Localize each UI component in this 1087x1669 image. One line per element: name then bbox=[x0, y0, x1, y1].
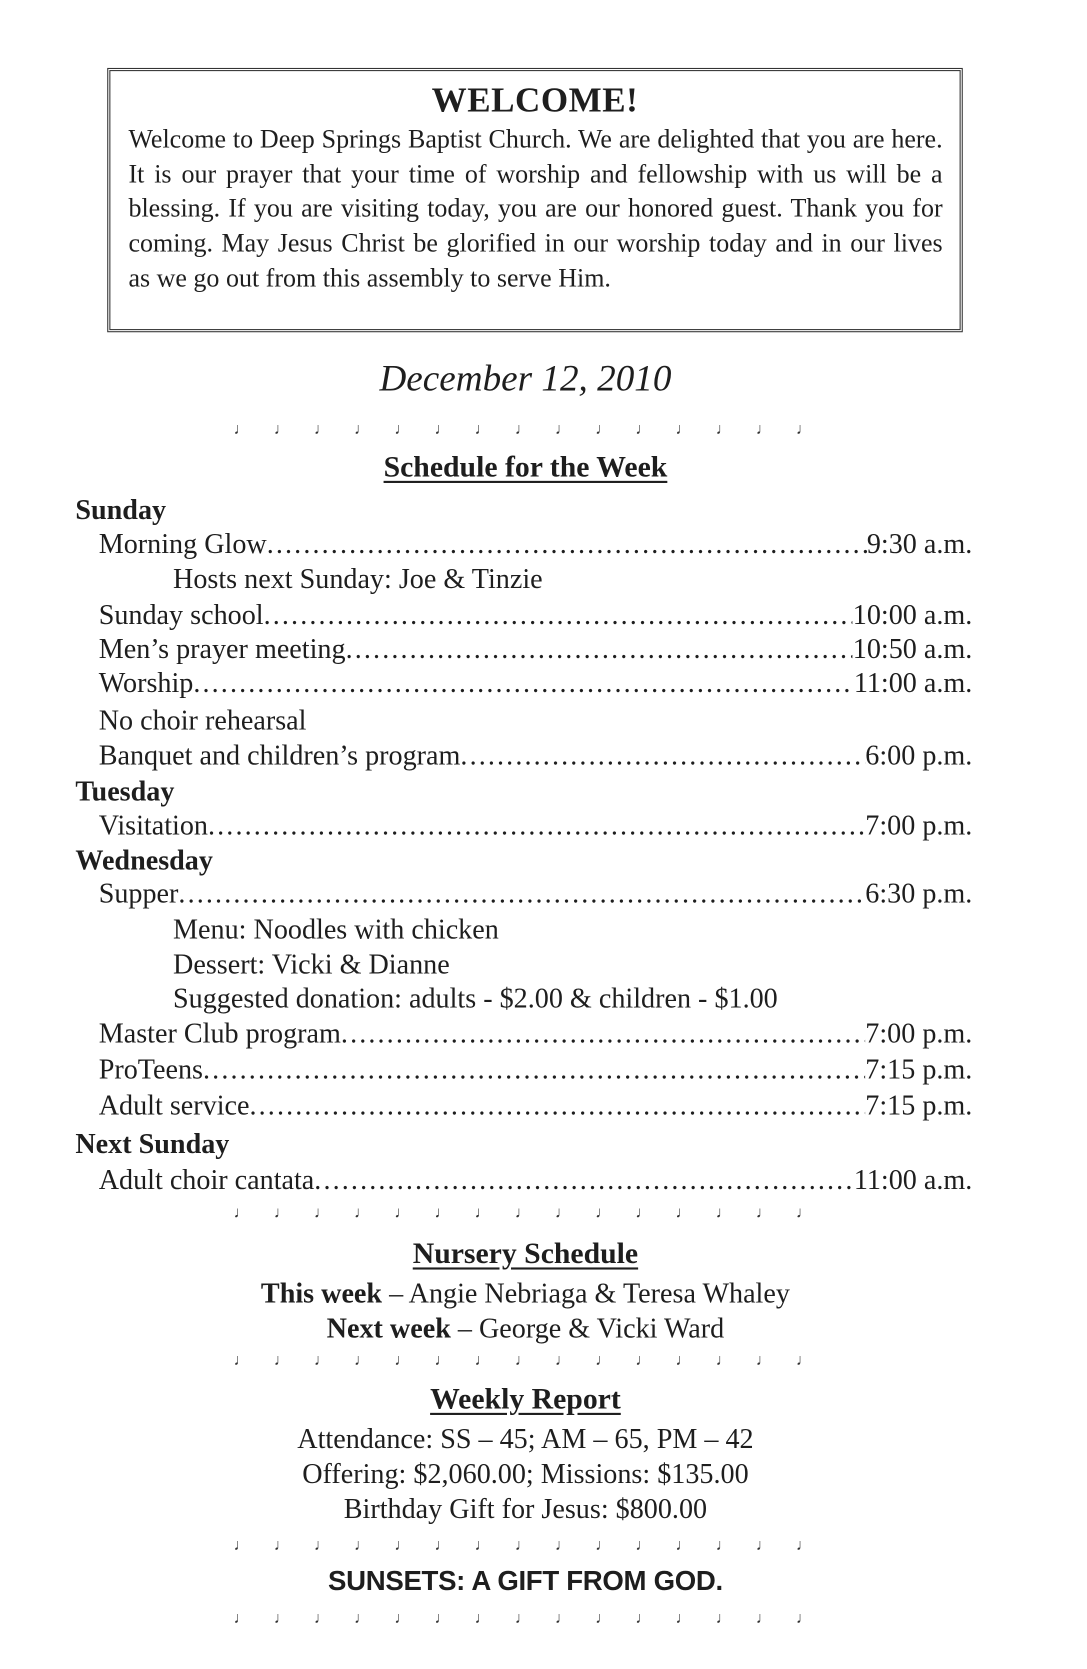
dot-leader bbox=[208, 808, 865, 842]
next-week-names: – George & Vicki Ward bbox=[450, 1312, 725, 1344]
quarter-note-icon: ♩ bbox=[675, 421, 692, 439]
schedule-note: Menu: Noodles with chicken bbox=[173, 912, 499, 945]
schedule-title: Schedule for the Week bbox=[383, 451, 668, 485]
report-title: Weekly Report bbox=[430, 1383, 621, 1417]
quarter-note-icon: ♩ bbox=[474, 1352, 491, 1370]
quarter-note-icon: ♩ bbox=[434, 421, 451, 439]
schedule-item bbox=[99, 598, 973, 632]
nursery-title: Nursery Schedule bbox=[412, 1237, 639, 1271]
quarter-note-icon: ♩ bbox=[635, 421, 652, 439]
nursery-this-week bbox=[0, 1276, 1051, 1310]
event-name: Worship bbox=[98, 666, 194, 699]
welcome-title: WELCOME! bbox=[431, 81, 639, 120]
schedule-item bbox=[99, 1162, 973, 1196]
quarter-note-icon: ♩ bbox=[354, 1204, 370, 1222]
quarter-note-icon: ♩ bbox=[595, 421, 611, 439]
quarter-note-icon: ♩ bbox=[394, 421, 411, 439]
schedule-item bbox=[99, 527, 973, 561]
event-name: Banquet and children’s program bbox=[98, 738, 461, 771]
quarter-note-icon: ♩ bbox=[635, 1537, 652, 1555]
quarter-note-icon: ♩ bbox=[554, 421, 571, 439]
quarter-note-icon: ♩ bbox=[233, 1537, 250, 1555]
dot-leader bbox=[178, 876, 865, 910]
event-name: Men’s prayer meeting bbox=[98, 632, 346, 665]
event-time: 10:00 a.m. bbox=[852, 598, 973, 631]
quarter-note-icon: ♩ bbox=[755, 1204, 772, 1222]
next-week-label: Next week bbox=[326, 1312, 451, 1344]
quarter-note-icon: ♩ bbox=[715, 1537, 732, 1555]
quarter-note-icon: ♩ bbox=[715, 421, 732, 439]
quarter-note-icon: ♩ bbox=[354, 421, 370, 439]
welcome-text: Welcome to Deep Springs Baptist Church. We are delighted that you are here. It is our prayer that your time of worship and fellowship with us will be a blessing. If you are visiting today, you are our honored guest. Thank you for coming. May Jesus Christ be glorified in our worship today and in our lives as we go out from this assembly to serve Him. bbox=[128, 125, 943, 293]
schedule-item bbox=[99, 1052, 973, 1086]
schedule-item bbox=[99, 808, 973, 842]
quarter-note-icon: ♩ bbox=[554, 1610, 571, 1628]
event-name: Adult choir cantata bbox=[98, 1163, 315, 1196]
quarter-note-icon: ♩ bbox=[233, 1352, 250, 1370]
quarter-note-icon: ♩ bbox=[273, 421, 290, 439]
quarter-note-icon: ♩ bbox=[595, 1204, 611, 1222]
quarter-note-icon: ♩ bbox=[635, 1204, 652, 1222]
nursery-next-week bbox=[0, 1311, 1051, 1345]
quarter-note-icon: ♩ bbox=[273, 1204, 290, 1222]
event-name: Supper bbox=[98, 876, 179, 909]
quarter-note-icon: ♩ bbox=[514, 1610, 531, 1628]
dot-leader bbox=[346, 632, 853, 666]
schedule-day-heading: Tuesday bbox=[75, 774, 175, 807]
quarter-note-icon: ♩ bbox=[715, 1610, 732, 1628]
dot-leader bbox=[267, 527, 867, 561]
quarter-note-icon: ♩ bbox=[394, 1204, 411, 1222]
schedule-note: Dessert: Vicki & Dianne bbox=[173, 947, 450, 980]
schedule-item bbox=[99, 738, 973, 772]
welcome-box bbox=[107, 68, 963, 332]
this-week-label: This week bbox=[260, 1276, 383, 1309]
dot-leader bbox=[193, 666, 853, 700]
quarter-note-icon: ♩ bbox=[755, 1610, 772, 1628]
quarter-note-icon: ♩ bbox=[675, 1204, 692, 1222]
quarter-note-icon: ♩ bbox=[394, 1610, 411, 1628]
quarter-note-icon: ♩ bbox=[273, 1352, 290, 1370]
event-name: ProTeens bbox=[98, 1053, 204, 1085]
event-time: 7:15 p.m. bbox=[865, 1053, 973, 1085]
quarter-note-icon: ♩ bbox=[354, 1352, 370, 1370]
event-name: Visitation bbox=[98, 808, 208, 841]
quarter-note-icon: ♩ bbox=[474, 421, 491, 439]
quarter-note-icon: ♩ bbox=[434, 1537, 451, 1555]
schedule-item bbox=[99, 1088, 973, 1122]
quarter-note-icon: ♩ bbox=[354, 1537, 370, 1555]
quarter-note-icon: ♩ bbox=[795, 1352, 812, 1370]
schedule-note: No choir rehearsal bbox=[98, 703, 307, 736]
quarter-note-icon: ♩ bbox=[795, 1537, 812, 1555]
report-offering: Offering: $2,060.00; Missions: $135.00 bbox=[302, 1457, 749, 1490]
quarter-note-icon: ♩ bbox=[755, 421, 772, 439]
quarter-note-icon: ♩ bbox=[795, 1204, 812, 1222]
quarter-note-icon: ♩ bbox=[313, 421, 330, 439]
note-divider bbox=[234, 1205, 813, 1223]
dot-leader bbox=[249, 1088, 865, 1122]
quarter-note-icon: ♩ bbox=[755, 1352, 772, 1370]
quarter-note-icon: ♩ bbox=[795, 421, 812, 439]
quarter-note-icon: ♩ bbox=[394, 1352, 411, 1370]
quarter-note-icon: ♩ bbox=[514, 421, 531, 439]
event-time: 10:50 a.m. bbox=[852, 632, 973, 665]
quarter-note-icon: ♩ bbox=[394, 1537, 411, 1555]
schedule-day-heading: Wednesday bbox=[75, 843, 213, 876]
note-divider bbox=[234, 1352, 813, 1370]
this-week-names: – Angie Nebriaga & Teresa Whaley bbox=[382, 1276, 790, 1309]
quarter-note-icon: ♩ bbox=[273, 1537, 290, 1555]
quarter-note-icon: ♩ bbox=[554, 1204, 571, 1222]
quarter-note-icon: ♩ bbox=[514, 1204, 531, 1222]
event-time: 7:15 p.m. bbox=[865, 1089, 973, 1121]
note-divider bbox=[234, 1610, 813, 1628]
quarter-note-icon: ♩ bbox=[233, 421, 250, 439]
quarter-note-icon: ♩ bbox=[514, 1537, 531, 1555]
quarter-note-icon: ♩ bbox=[595, 1352, 611, 1370]
dot-leader bbox=[203, 1052, 865, 1086]
event-time: 6:00 p.m. bbox=[865, 738, 973, 771]
quarter-note-icon: ♩ bbox=[715, 1204, 732, 1222]
quarter-note-icon: ♩ bbox=[474, 1610, 491, 1628]
closing-line: SUNSETS: A GIFT FROM GOD. bbox=[328, 1564, 723, 1597]
dot-leader bbox=[264, 598, 853, 632]
quarter-note-icon: ♩ bbox=[755, 1537, 772, 1555]
quarter-note-icon: ♩ bbox=[554, 1352, 571, 1370]
note-divider bbox=[234, 421, 813, 439]
report-birthday: Birthday Gift for Jesus: $800.00 bbox=[343, 1492, 708, 1525]
event-name: Morning Glow bbox=[98, 527, 267, 560]
quarter-note-icon: ♩ bbox=[273, 1610, 290, 1628]
quarter-note-icon: ♩ bbox=[434, 1352, 451, 1370]
bulletin-date: December 12, 2010 bbox=[379, 357, 672, 400]
quarter-note-icon: ♩ bbox=[354, 1610, 370, 1628]
quarter-note-icon: ♩ bbox=[434, 1610, 451, 1628]
quarter-note-icon: ♩ bbox=[635, 1352, 652, 1370]
report-attendance: Attendance: SS – 45; AM – 65, PM – 42 bbox=[297, 1422, 754, 1455]
schedule-day-heading: Next Sunday bbox=[75, 1127, 230, 1160]
event-time: 6:30 p.m. bbox=[865, 876, 973, 909]
quarter-note-icon: ♩ bbox=[595, 1537, 611, 1555]
schedule-item bbox=[99, 876, 973, 910]
quarter-note-icon: ♩ bbox=[595, 1610, 611, 1628]
quarter-note-icon: ♩ bbox=[675, 1610, 692, 1628]
event-name: Adult service bbox=[98, 1089, 250, 1121]
note-divider bbox=[234, 1537, 813, 1555]
event-time: 11:00 a.m. bbox=[853, 1163, 973, 1196]
event-name: Sunday school bbox=[98, 598, 264, 631]
quarter-note-icon: ♩ bbox=[554, 1537, 571, 1555]
quarter-note-icon: ♩ bbox=[474, 1537, 491, 1555]
event-name: Master Club program bbox=[98, 1016, 341, 1049]
quarter-note-icon: ♩ bbox=[635, 1610, 652, 1628]
dot-leader bbox=[314, 1162, 854, 1196]
schedule-day-heading: Sunday bbox=[75, 493, 167, 526]
event-time: 7:00 p.m. bbox=[865, 1016, 973, 1049]
schedule-item bbox=[99, 632, 973, 666]
schedule-note: Suggested donation: adults - $2.00 & children - $1.00 bbox=[173, 981, 778, 1014]
quarter-note-icon: ♩ bbox=[233, 1204, 250, 1222]
quarter-note-icon: ♩ bbox=[233, 1610, 250, 1628]
schedule-item bbox=[99, 666, 973, 700]
quarter-note-icon: ♩ bbox=[313, 1352, 330, 1370]
quarter-note-icon: ♩ bbox=[715, 1352, 732, 1370]
schedule-item bbox=[99, 1016, 973, 1050]
schedule-note: Hosts next Sunday: Joe & Tinzie bbox=[173, 562, 543, 595]
quarter-note-icon: ♩ bbox=[313, 1537, 330, 1555]
dot-leader bbox=[341, 1016, 865, 1050]
dot-leader bbox=[460, 738, 865, 772]
quarter-note-icon: ♩ bbox=[434, 1204, 451, 1222]
quarter-note-icon: ♩ bbox=[675, 1537, 692, 1555]
quarter-note-icon: ♩ bbox=[313, 1610, 330, 1628]
event-time: 9:30 a.m. bbox=[866, 527, 973, 560]
quarter-note-icon: ♩ bbox=[795, 1610, 812, 1628]
quarter-note-icon: ♩ bbox=[514, 1352, 531, 1370]
event-time: 11:00 a.m. bbox=[853, 666, 973, 699]
quarter-note-icon: ♩ bbox=[675, 1352, 692, 1370]
quarter-note-icon: ♩ bbox=[313, 1204, 330, 1222]
event-time: 7:00 p.m. bbox=[865, 808, 973, 841]
quarter-note-icon: ♩ bbox=[474, 1204, 491, 1222]
